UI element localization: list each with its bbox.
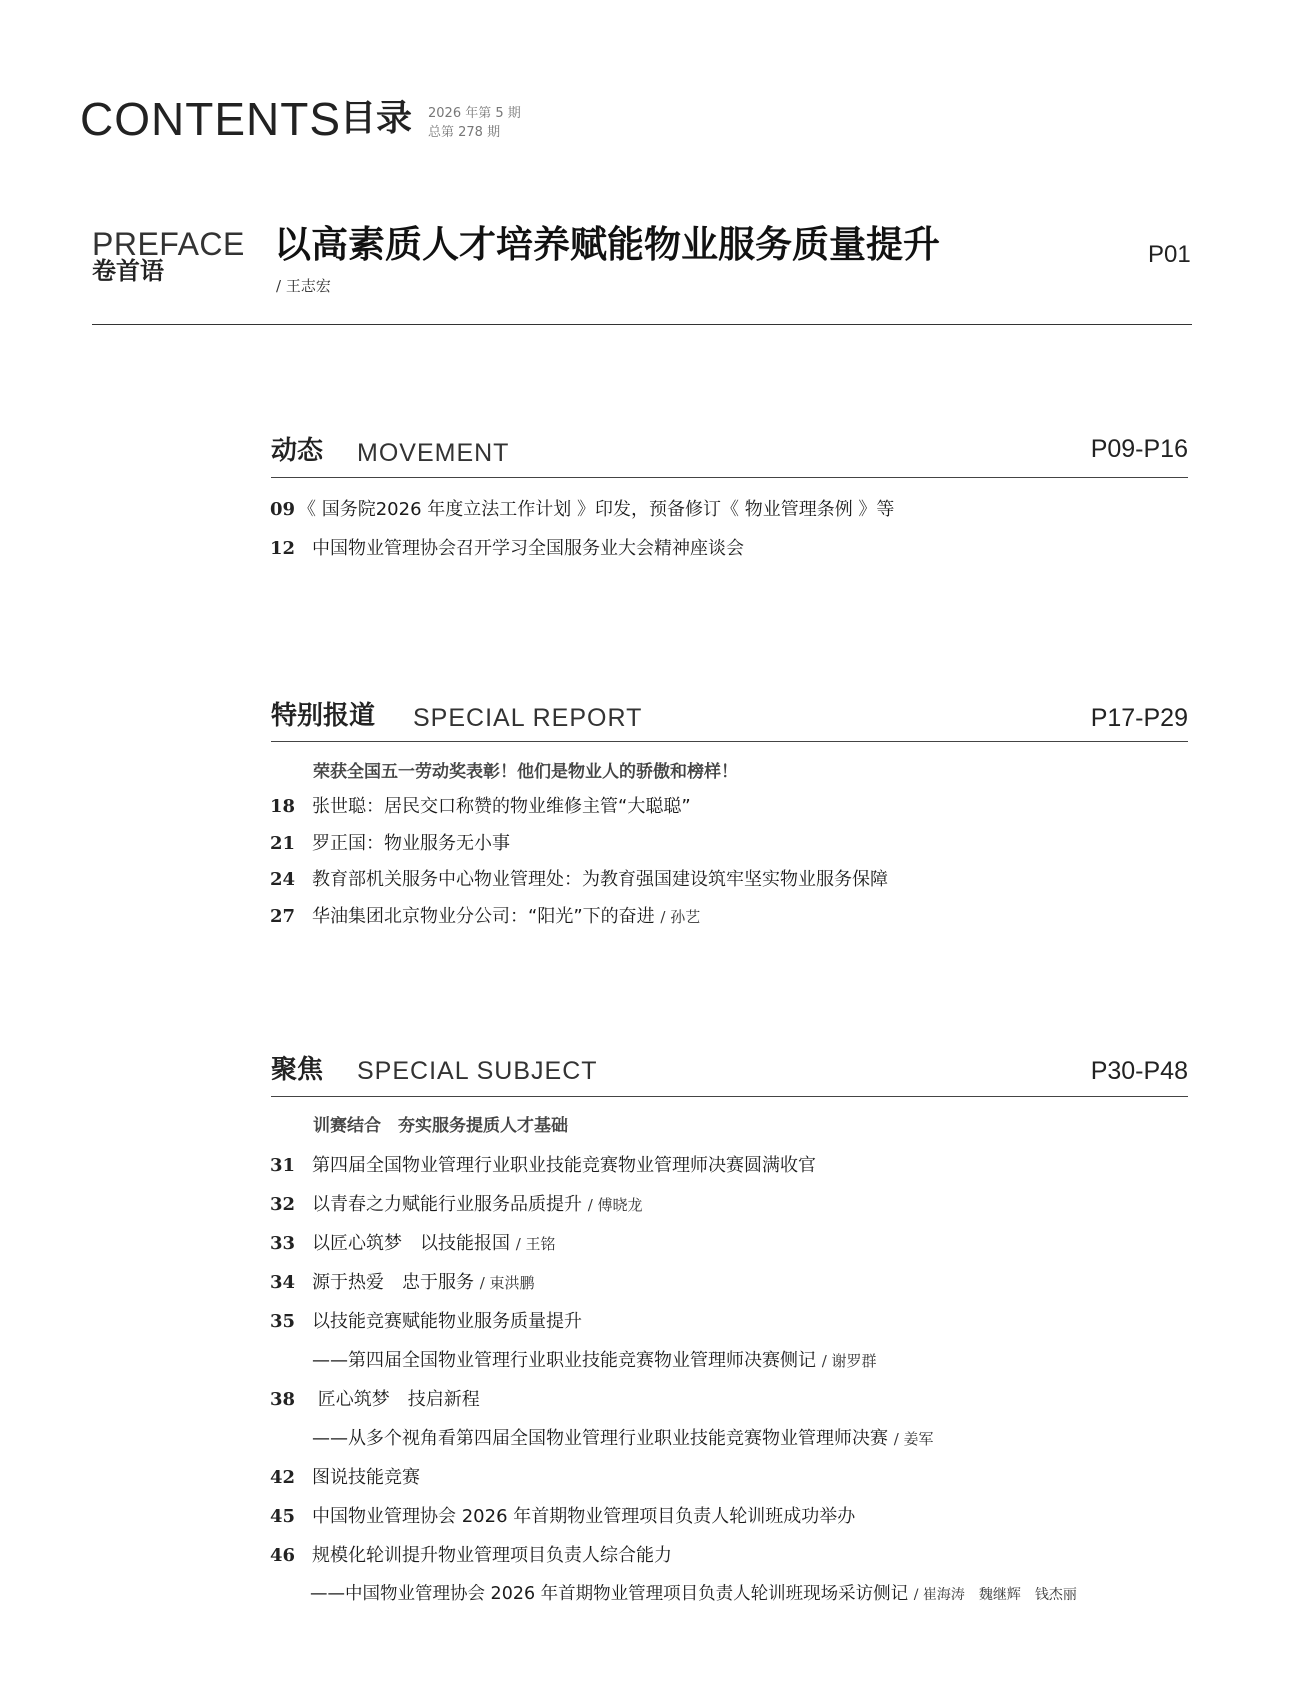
section-special-subject-title-en: SPECIAL SUBJECT (357, 1057, 598, 1085)
toc-item-subtitle-text: ——从多个视角看第四届全国物业管理行业职业技能竞赛物业管理师决赛 (312, 1428, 888, 1449)
toc-item-number: 18 (270, 796, 296, 817)
section-special-report-title-cn: 特别报道 (271, 701, 376, 731)
section-special-subject-pages: P30-P48 (1090, 1057, 1188, 1085)
preface-divider (92, 324, 1192, 325)
toc-item-title[interactable]: 《 国务院2026 年度立法工作计划 》印发，预备修订《 物业管理条例 》等 (298, 499, 895, 520)
section-special-subject-divider (271, 1096, 1188, 1097)
toc-item-number: 46 (270, 1545, 296, 1566)
toc-item-number: 21 (270, 833, 296, 854)
toc-item-title[interactable]: 图说技能竞赛 (312, 1467, 420, 1488)
contents-title-en: CONTENTS (80, 93, 341, 145)
preface-page: P01 (1148, 241, 1191, 268)
toc-item-author: / 孙艺 (660, 908, 701, 926)
toc-item-title: 以青春之力赋能行业服务品质提升 (312, 1194, 582, 1215)
toc-item-number: 35 (270, 1311, 296, 1332)
toc-item-subtitle-text: ——中国物业管理协会 2026 年首期物业管理项目负责人轮训班现场采访侧记 (310, 1584, 909, 1604)
section-special-report-title-en: SPECIAL REPORT (413, 704, 643, 732)
preface-author: / 王志宏 (276, 277, 331, 295)
section-special-report-divider (271, 741, 1188, 742)
toc-item-title[interactable]: 张世聪：居民交口称赞的物业维修主管“大聪聪” (312, 796, 691, 817)
toc-item-author: / 王铭 (515, 1235, 556, 1253)
toc-item-number: 34 (270, 1272, 296, 1293)
toc-item-author: / 姜军 (893, 1430, 934, 1448)
section-special-report-pages: P17-P29 (1090, 704, 1188, 732)
toc-item[interactable] (312, 1196, 643, 1214)
section-subhead: 训赛结合 夯实服务提质人才基础 (313, 1116, 568, 1136)
contents-title-cn: 目录 (340, 98, 413, 139)
toc-item-number: 38 (270, 1389, 296, 1410)
preface-label-en: PREFACE (92, 226, 245, 262)
toc-item-subtitle[interactable] (312, 1430, 934, 1448)
toc-item-title[interactable]: 规模化轮训提升物业管理项目负责人综合能力 (312, 1545, 672, 1566)
section-movement-title-cn: 动态 (271, 436, 324, 466)
toc-item-title[interactable]: 中国物业管理协会 2026 年首期物业管理项目负责人轮训班成功举办 (312, 1506, 856, 1527)
issue-number: 2026 年第 5 期 (428, 106, 521, 121)
toc-item-title[interactable]: 第四届全国物业管理行业职业技能竞赛物业管理师决赛圆满收官 (312, 1155, 816, 1176)
toc-item-number: 42 (270, 1467, 296, 1488)
toc-item-number: 09 (270, 499, 296, 520)
toc-item[interactable] (312, 1235, 556, 1253)
section-special-subject-title-cn: 聚焦 (271, 1055, 324, 1085)
toc-item-title[interactable]: 教育部机关服务中心物业管理处：为教育强国建设筑牢坚实物业服务保障 (312, 869, 888, 890)
toc-item-number: 45 (270, 1506, 296, 1527)
toc-item-subtitle-text: ——第四届全国物业管理行业职业技能竞赛物业管理师决赛侧记 (312, 1350, 816, 1371)
issue-total: 总第 278 期 (428, 125, 501, 140)
toc-item-number: 32 (270, 1194, 296, 1215)
preface-title[interactable]: 以高素质人才培养赋能物业服务质量提升 (274, 223, 940, 266)
toc-item-title: 华油集团北京物业分公司：“阳光”下的奋进 (312, 906, 655, 927)
section-subhead: 荣获全国五一劳动奖表彰！他们是物业人的骄傲和榜样！ (313, 762, 738, 782)
toc-item-subtitle[interactable] (312, 1352, 877, 1370)
section-movement-pages: P09-P16 (1090, 435, 1188, 463)
toc-item-author: / 傅晓龙 (587, 1196, 643, 1214)
toc-item-title[interactable]: 中国物业管理协会召开学习全国服务业大会精神座谈会 (312, 538, 744, 559)
preface-label-cn: 卷首语 (92, 257, 164, 285)
toc-item-title: 以匠心筑梦 以技能报国 (312, 1233, 510, 1254)
toc-item-number: 24 (270, 869, 296, 890)
toc-item-author: / 束洪鹏 (479, 1274, 535, 1292)
toc-item-author: / 崔海涛 魏继辉 钱杰丽 (913, 1587, 1077, 1603)
section-movement-divider (271, 477, 1188, 478)
toc-item-number: 27 (270, 906, 296, 927)
section-movement-title-en: MOVEMENT (357, 439, 510, 467)
toc-item-title[interactable]: 匠心筑梦 技启新程 (312, 1389, 480, 1410)
toc-item[interactable] (312, 908, 700, 926)
toc-item-title[interactable]: 罗正国：物业服务无小事 (312, 833, 510, 854)
toc-item-title[interactable]: 以技能竞赛赋能物业服务质量提升 (312, 1311, 582, 1332)
toc-item-number: 31 (270, 1155, 296, 1176)
toc-item[interactable] (312, 1274, 535, 1292)
toc-item-number: 12 (270, 538, 296, 559)
toc-item-author: / 谢罗群 (821, 1352, 877, 1370)
toc-item-subtitle[interactable] (310, 1586, 1077, 1604)
toc-item-number: 33 (270, 1233, 296, 1254)
toc-item-title: 源于热爱 忠于服务 (312, 1272, 474, 1293)
